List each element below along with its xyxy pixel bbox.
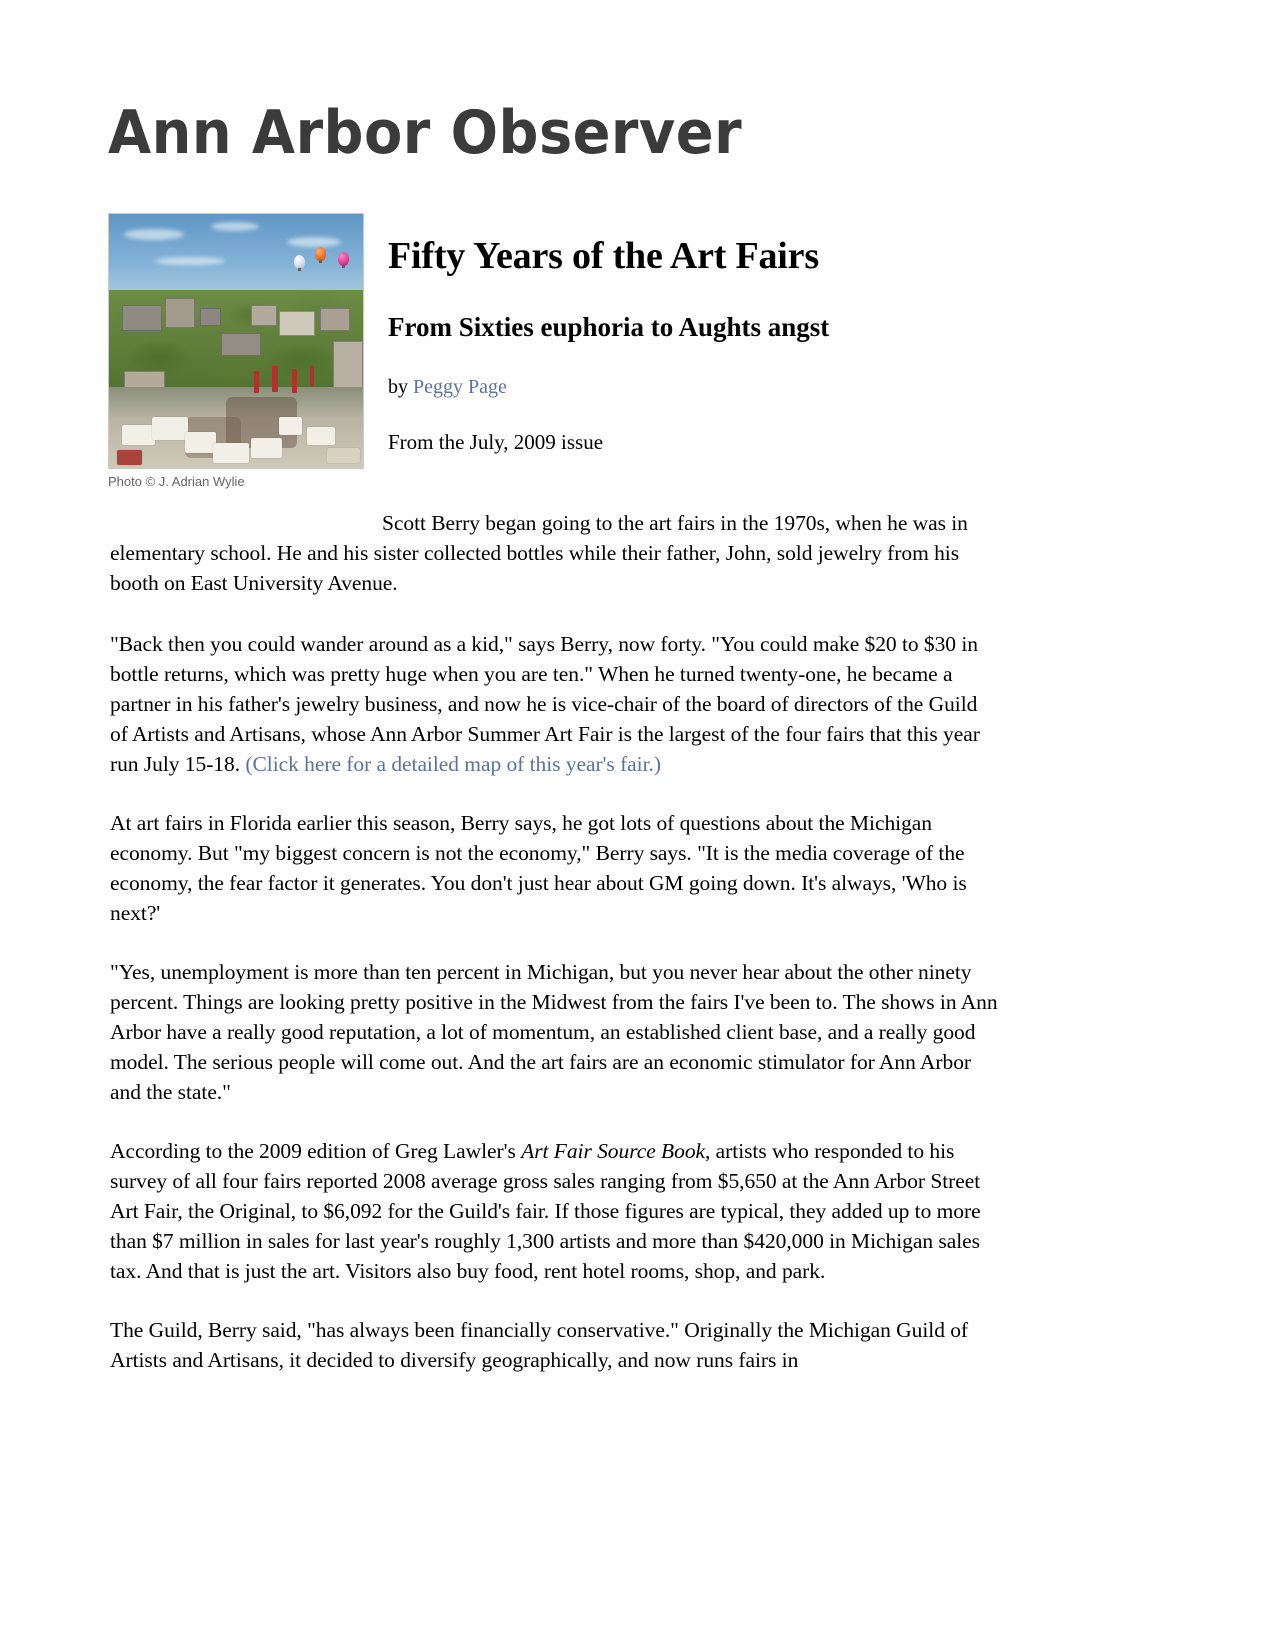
article-subhead: From Sixties euphoria to Aughts angst	[388, 312, 830, 342]
paragraph-text: "Back then you could wander around as a kid," says Berry, now forty. "You could make $20 to $30 in bottle returns, which was pretty huge when you are ten." When he turned twenty-one, he became a partner in his father's jewelry business, and now he is vice-chair of the board of directors of the Guild of Artists and Artisans, whose Ann Arbor Summer Art Fair is the largest of the four fairs that this year run July 15-18.	[110, 632, 980, 776]
paragraph: At art fairs in Florida earlier this season, Berry says, he got lots of questions about the Michigan economy. But "my biggest concern is not the economy," Berry says. "It is the media coverage of the economy, the fear factor it generates. You don't just hear about GM going down. It's always, 'Who is next?'	[110, 811, 967, 925]
photo-credit: Photo © J. Adrian Wylie	[108, 474, 245, 489]
paragraph: Scott Berry began going to the art fairs in the 1970s, when he was in elementary school. He and his sister collected bottles while their father, John, sold jewelry from his booth on East University Avenue.	[110, 511, 968, 595]
paragraph	[110, 629, 998, 779]
article-body	[110, 508, 998, 1375]
article-header	[388, 234, 1008, 456]
balloon-icon	[338, 252, 349, 266]
balloon-icon	[294, 255, 305, 269]
book-title: Art Fair Source Book	[521, 1139, 706, 1163]
masthead-title: Ann Arbor Observer	[108, 98, 743, 168]
byline	[388, 374, 1008, 400]
article-photo	[108, 213, 364, 469]
paragraph-text: According to the 2009 edition of Greg Lawler's	[110, 1139, 522, 1163]
fair-map-link[interactable]: (Click here for a detailed map of this year's fair.)	[245, 752, 661, 776]
page-title: Fifty Years of the Art Fairs	[388, 235, 819, 277]
paragraph: The Guild, Berry said, "has always been financially conservative." Originally the Michigan Guild of Artists and Artisans, it decided to diversify geographically, and now runs fairs in	[110, 1318, 969, 1372]
byline-prefix: by	[388, 376, 408, 398]
masthead	[108, 100, 1008, 172]
balloon-icon	[315, 247, 326, 261]
article-photo-block	[108, 213, 364, 490]
paragraph-text: , artists who responded to his survey of all four fairs reported 2008 average gross sales ranging from $5,650 at the Ann Arbor Street Art Fair, the Original, to $6,092 for the Guild's fair. If those figures are typical, they added up to more than $7 million in sales for last year's roughly 1,300 artists and more than $420,000 in Michigan sales tax. And that is just the art. Visitors also buy food, rent hotel rooms, shop, and park.	[110, 1139, 981, 1283]
issue-date: From the July, 2009 issue	[388, 430, 604, 454]
author-link[interactable]: Peggy Page	[413, 376, 507, 398]
paragraph	[110, 1136, 998, 1286]
paragraph: "Yes, unemployment is more than ten percent in Michigan, but you never hear about the other ninety percent. Things are looking pretty positive in the Midwest from the fairs I've been to. The shows in Ann Arbor have a really good reputation, a lot of momentum, an established client base, and a really good model. The serious people will come out. And the art fairs are an economic stimulator for Ann Arbor and the state."	[110, 960, 998, 1104]
